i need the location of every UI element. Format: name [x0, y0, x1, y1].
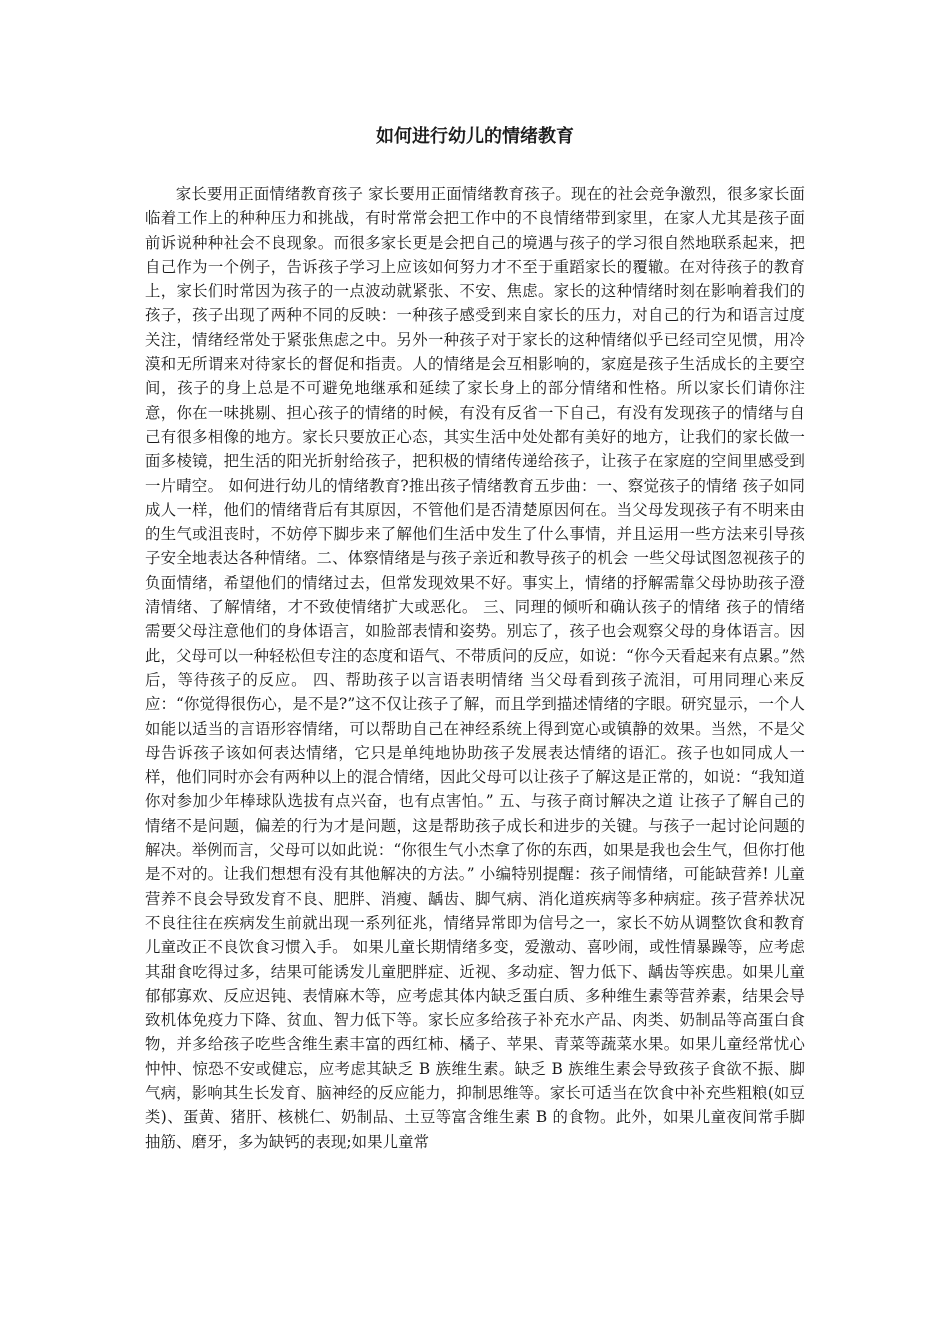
document-body-paragraph: 家长要用正面情绪教育孩子 家长要用正面情绪教育孩子。现在的社会竞争激烈，很多家长面临着工作上的种种压力和挑战，有时常常会把工作中的不良情绪带到家里，在家人尤其是孩子面前诉说种种社会不良现象。而很多家长更是会把自己的境遇与孩子的学习很自然地联系起来，把自己作为一个例子，告诉孩子学习上应该如何努力才不至于重蹈家长的覆辙。在对待孩子的教育上，家长们时常因为孩子的一点波动就紧张、不安、焦虑。家长的这种情绪时刻在影响着我们的孩子，孩子出现了两种不同的反映：一种孩子感受到来自家长的压力，对自己的行为和语言过度关注，情绪经常处于紧张焦虑之中。另外一种孩子对于家长的这种情绪似乎已经司空见惯，用冷漠和无所谓来对待家长的督促和指责。人的情绪是会互相影响的，家庭是孩子生活成长的主要空间，孩子的身上总是不可避免地继承和延续了家长身上的部分情绪和性格。所以家长们请你注意，你在一味挑剔、担心孩子的情绪的时候，有没有反省一下自己，有没有发现孩子的情绪与自己有很多相像的地方。家长只要放正心态，其实生活中处处都有美好的地方，让我们的家长做一面多棱镜，把生活的阳光折射给孩子，把积极的情绪传递给孩子，让孩子在家庭的空间里感受到一片晴空。 如何进行幼儿的情绪教育?推出孩子情绪教育五步曲：一、察觉孩子的情绪 孩子如同成人一样，他们的情绪背后有其原因，不管他们是否清楚原因何在。当父母发现孩子有不明来由的生气或沮丧时，不妨停下脚步来了解他们生活中发生了什么事情，并且运用一些方法来引导孩子安全地表达各种情绪。二、体察情绪是与孩子亲近和教导孩子的机会 一些父母试图忽视孩子的负面情绪，希望他们的情绪过去，但常发现效果不好。事实上，情绪的抒解需靠父母协助孩子澄清情绪、了解情绪，才不致使情绪扩大或恶化。 三、同理的倾听和确认孩子的情绪 孩子的情绪需要父母注意他们的身体语言，如脸部表情和姿势。别忘了，孩子也会观察父母的身体语言。因此，父母可以一种轻松但专注的态度和语气、不带质问的反应，如说：“你今天看起来有点累。”然后，等待孩子的反应。 四、帮助孩子以言语表明情绪 当父母看到孩子流泪，可用同理心来反应：“你觉得很伤心，是不是?”这不仅让孩子了解，而且学到描述情绪的字眼。研究显示，一个人如能以适当的言语形容情绪，可以帮助自己在神经系统上得到宽心或镇静的效果。当然，不是父母告诉孩子该如何表达情绪，它只是单纯地协助孩子发展表达情绪的语汇。孩子也如同成人一样，他们同时亦会有两种以上的混合情绪，因此父母可以让孩子了解这是正常的，如说：“我知道你对参加少年棒球队选拔有点兴奋，也有点害怕。” 五、与孩子商讨解决之道 让孩子了解自己的情绪不是问题，偏差的行为才是问题，这是帮助孩子成长和进步的关键。与孩子一起讨论问题的解决。举例而言，父母可以如此说：“你很生气小杰拿了你的东西，如果是我也会生气，但你打他是不对的。让我们想想有没有其他解决的方法。” 小编特别提醒：孩子闹情绪，可能缺营养! 儿童营养不良会导致发育不良、肥胖、消瘦、龋齿、脚气病、消化道疾病等多种病症。孩子营养状况不良往往在疾病发生前就出现一系列征兆，情绪异常即为信号之一，家长不妨从调整饮食和教育儿童改正不良饮食习惯入手。 如果儿童长期情绪多变，爱激动、喜吵闹，或性情暴躁等，应考虑其甜食吃得过多，结果可能诱发儿童肥胖症、近视、多动症、智力低下、龋齿等疾患。如果儿童郁郁寡欢、反应迟钝、表情麻木等，应考虑其体内缺乏蛋白质、多种维生素等营养素，结果会导致机体免疫力下降、贫血、智力低下等。家长应多给孩子补充水产品、肉类、奶制品等高蛋白食物，并多给孩子吃些含维生素丰富的西红柿、橘子、苹果、青菜等蔬菜水果。如果儿童经常忧心忡忡、惊恐不安或健忘，应考虑其缺乏 B 族维生素。缺乏 B 族维生素会导致孩子食欲不振、脚气病，影响其生长发育、脑神经的反应能力，抑制思维等。家长可适当在饮食中补充些粗粮(如豆类)、蛋黄、猪肝、核桃仁、奶制品、土豆等富含维生素 B 的食物。此外，如果儿童夜间常手脚抽筋、磨牙，多为缺钙的表现;如果儿童常: [145, 185, 805, 1151]
document-title: 如何进行幼儿的情绪教育: [376, 126, 574, 147]
